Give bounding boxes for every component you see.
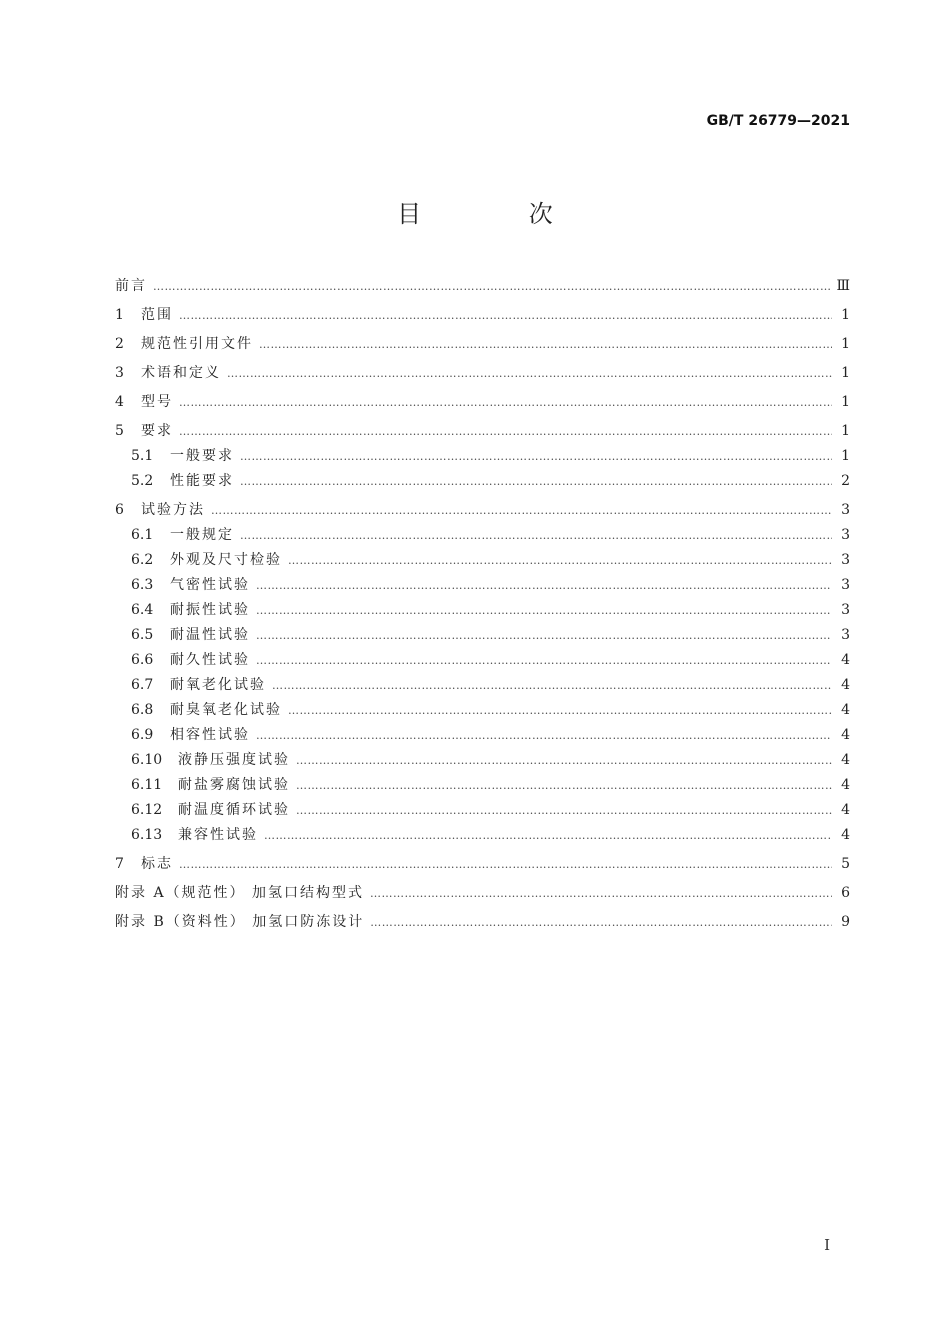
toc-entry[interactable] [115, 573, 850, 598]
toc-entry-label: 术语和定义 [141, 365, 221, 381]
toc-entry-number: 6.3 [131, 577, 154, 593]
toc-entry-page: 4 [841, 827, 850, 843]
toc-entry-label: 性能要求 [170, 473, 234, 489]
toc-entry-label: 相容性试验 [170, 727, 250, 743]
toc-leader-dots [211, 498, 832, 523]
toc-entry-page: 1 [841, 336, 850, 352]
toc-entry-page: 1 [841, 307, 850, 323]
toc-leader-dots [296, 748, 832, 773]
toc-entry-page: 4 [841, 727, 850, 743]
toc-entry-page: 1 [841, 394, 850, 410]
toc-leader-dots [370, 881, 832, 906]
toc-entry-label: 耐久性试验 [170, 652, 250, 668]
toc-entry[interactable] [115, 303, 850, 328]
toc-entry[interactable] [115, 698, 850, 723]
toc-entry-page: Ⅲ [836, 278, 850, 294]
toc-leader-dots [256, 723, 832, 748]
toc-entry-page: 1 [841, 365, 850, 381]
toc-entry-label: 耐温度循环试验 [178, 802, 290, 818]
toc-entry-label: 耐氧老化试验 [170, 677, 266, 693]
toc-entry-label: 一般规定 [170, 527, 234, 543]
toc-entry[interactable] [115, 274, 850, 299]
toc-entry-label: 标志 [141, 856, 173, 872]
page-title: 目 次 [397, 200, 603, 228]
toc-leader-dots [179, 852, 832, 877]
toc-entry-number: 7 [115, 856, 124, 872]
toc-entry[interactable] [115, 332, 850, 357]
toc-entry[interactable] [115, 823, 850, 848]
toc-entry-page: 4 [841, 677, 850, 693]
toc-entry-label: 气密性试验 [170, 577, 250, 593]
toc-entry-label: 兼容性试验 [178, 827, 258, 843]
toc-leader-dots [256, 573, 832, 598]
toc-entry[interactable] [115, 773, 850, 798]
toc-leader-dots [256, 648, 832, 673]
toc-entry-number: 5.2 [131, 473, 154, 489]
toc-leader-dots [288, 698, 832, 723]
toc-entry-label: 型号 [141, 394, 173, 410]
toc-entry-label: 外观及尺寸检验 [170, 552, 282, 568]
toc-entry[interactable] [115, 390, 850, 415]
toc-entry[interactable] [115, 852, 850, 877]
toc-leader-dots [256, 598, 832, 623]
toc-entry-number: 1 [115, 307, 124, 323]
toc-leader-dots [240, 469, 832, 494]
toc-entry-label: 耐温性试验 [170, 627, 250, 643]
toc-leader-dots [288, 548, 832, 573]
toc-entry-page: 3 [841, 602, 850, 618]
toc-entry-page: 6 [841, 885, 850, 901]
toc-entry-number: 6.2 [131, 552, 154, 568]
toc-entry-label: 液静压强度试验 [178, 752, 290, 768]
toc-entry-page: 3 [841, 527, 850, 543]
toc-entry[interactable] [115, 419, 850, 444]
toc-entry-page: 1 [841, 448, 850, 464]
toc-entry-number: 6.4 [131, 602, 154, 618]
toc-entry[interactable] [115, 598, 850, 623]
page-number: I [824, 1236, 830, 1254]
toc-leader-dots [296, 773, 832, 798]
toc-entry-number: 6.6 [131, 652, 154, 668]
toc-entry-page: 3 [841, 552, 850, 568]
toc-entry[interactable] [115, 523, 850, 548]
toc-entry-number: 6 [115, 502, 124, 518]
toc-entry[interactable] [115, 623, 850, 648]
toc-leader-dots [259, 332, 832, 357]
toc-entry[interactable] [115, 548, 850, 573]
toc-entry-label: 附录 A（规范性） 加氢口结构型式 [115, 885, 365, 901]
toc-leader-dots [179, 419, 832, 444]
toc-leader-dots [240, 523, 832, 548]
toc-entry-label: 规范性引用文件 [141, 336, 253, 352]
toc-entry-label: 耐振性试验 [170, 602, 250, 618]
toc-leader-dots [179, 303, 832, 328]
toc-entry[interactable] [115, 748, 850, 773]
toc-leader-dots [370, 910, 832, 935]
toc-entry-number: 6.1 [131, 527, 154, 543]
toc-leader-dots [264, 823, 832, 848]
toc-entry-number: 5 [115, 423, 124, 439]
toc-entry-label: 范围 [141, 307, 173, 323]
toc-entry-page: 1 [841, 423, 850, 439]
toc-leader-dots [296, 798, 832, 823]
standard-code: GB/T 26779—2021 [706, 113, 850, 129]
toc-entry[interactable] [115, 723, 850, 748]
toc-entry-number: 6.5 [131, 627, 154, 643]
toc-entry-page: 5 [841, 856, 850, 872]
toc-leader-dots [153, 274, 832, 299]
toc-entry-page: 4 [841, 702, 850, 718]
toc-entry-label: 耐盐雾腐蚀试验 [178, 777, 290, 793]
toc-entry-page: 3 [841, 627, 850, 643]
toc-entry-number: 6.13 [131, 827, 163, 843]
toc-entry[interactable] [115, 361, 850, 386]
toc-entry-number: 6.12 [131, 802, 163, 818]
toc-entry-page: 4 [841, 752, 850, 768]
toc-entry-page: 9 [841, 914, 850, 930]
toc-entry-page: 4 [841, 802, 850, 818]
toc-entry[interactable] [115, 444, 850, 469]
toc-entry-page: 4 [841, 652, 850, 668]
toc-entry-number: 4 [115, 394, 124, 410]
toc-entry-label: 附录 B（资料性） 加氢口防冻设计 [115, 914, 365, 930]
toc-entry-number: 2 [115, 336, 124, 352]
toc-entry[interactable] [115, 673, 850, 698]
toc-leader-dots [272, 673, 832, 698]
toc-entry[interactable] [115, 498, 850, 523]
toc-entry[interactable] [115, 910, 850, 935]
toc-entry-number: 6.10 [131, 752, 163, 768]
toc-entry[interactable] [115, 881, 850, 906]
table-of-contents [115, 270, 850, 935]
toc-entry-label: 耐臭氧老化试验 [170, 702, 282, 718]
toc-entry-label: 一般要求 [170, 448, 234, 464]
toc-entry-label: 试验方法 [141, 502, 205, 518]
toc-entry-number: 6.11 [131, 777, 163, 793]
toc-entry-page: 2 [841, 473, 850, 489]
toc-entry[interactable] [115, 648, 850, 673]
toc-entry-number: 6.9 [131, 727, 154, 743]
toc-leader-dots [227, 361, 832, 386]
toc-entry-number: 6.8 [131, 702, 154, 718]
toc-entry-number: 3 [115, 365, 124, 381]
toc-entry-label: 要求 [141, 423, 173, 439]
toc-leader-dots [256, 623, 832, 648]
toc-leader-dots [240, 444, 832, 469]
toc-entry-number: 5.1 [131, 448, 154, 464]
toc-entry[interactable] [115, 798, 850, 823]
toc-entry-page: 3 [841, 577, 850, 593]
toc-entry-number: 6.7 [131, 677, 154, 693]
toc-entry-label: 前言 [115, 278, 147, 294]
toc-leader-dots [179, 390, 832, 415]
toc-entry-page: 4 [841, 777, 850, 793]
toc-entry-page: 3 [841, 502, 850, 518]
toc-entry[interactable] [115, 469, 850, 494]
